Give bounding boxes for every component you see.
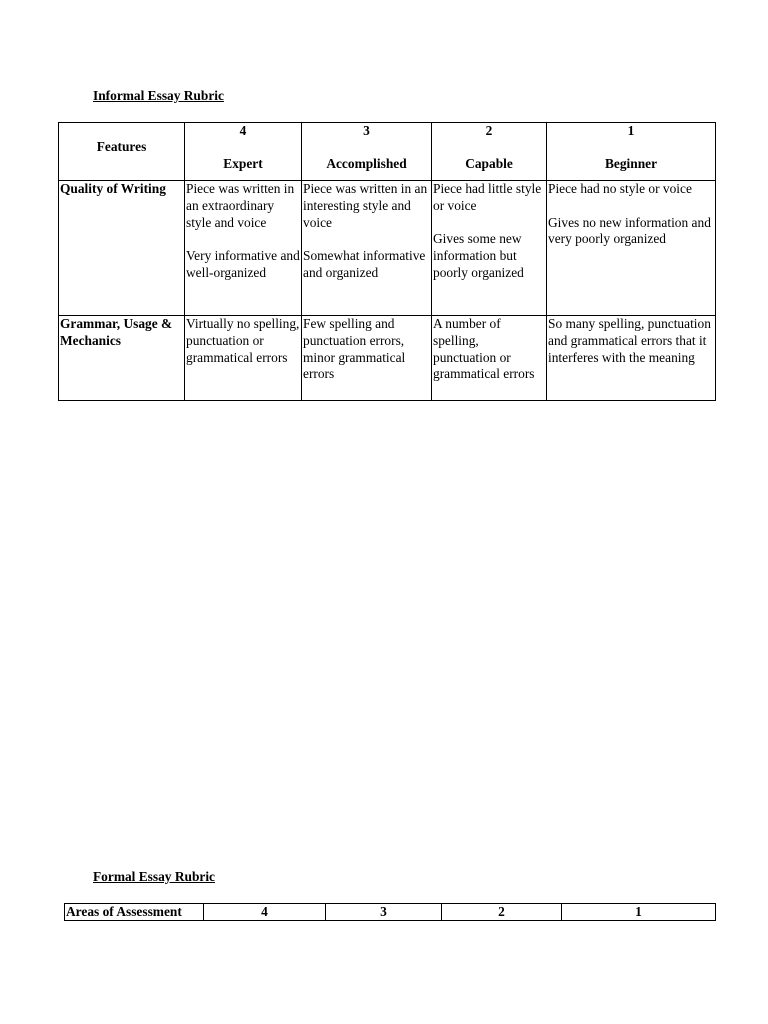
level-header-3: 3 — [326, 904, 442, 921]
header-row — [59, 123, 716, 181]
criteria-cell — [185, 316, 302, 401]
level-header-2: 2 — [442, 904, 562, 921]
formal-rubric-table — [64, 903, 716, 921]
criteria-text: Gives no new information and very poorly organized — [548, 214, 711, 247]
table-row-quality-of-writing — [59, 181, 716, 316]
criteria-text: Few spelling and punctuation errors, minor grammatical errors — [303, 316, 406, 382]
level-header-2 — [432, 123, 547, 181]
feature-label: Quality of Writing — [59, 181, 185, 316]
criteria-text: Piece was written in an extraordinary style and voice — [186, 181, 295, 230]
criteria-cell — [432, 316, 547, 401]
criteria-text: Somewhat informative and organized — [303, 248, 426, 280]
level-header-1: 1 — [562, 904, 716, 921]
criteria-text: Virtually no spelling, punctuation or grammatical errors — [186, 316, 300, 365]
criteria-text: Piece was written in an interesting style and voice — [303, 181, 428, 230]
criteria-cell — [185, 181, 302, 316]
informal-rubric-title: Informal Essay Rubric — [93, 88, 224, 103]
criteria-cell — [547, 181, 716, 316]
level-name: Expert — [223, 156, 263, 171]
formal-rubric-title: Formal Essay Rubric — [93, 869, 215, 884]
areas-of-assessment-header: Areas of Assessment — [65, 904, 204, 921]
level-number: 1 — [627, 123, 635, 138]
table-row-grammar-usage-mechanics — [59, 316, 716, 401]
informal-rubric-table — [58, 122, 716, 401]
level-header-4 — [185, 123, 302, 181]
level-header-3 — [302, 123, 432, 181]
criteria-cell — [302, 316, 432, 401]
level-header-1 — [547, 123, 716, 181]
features-header: Features — [59, 123, 185, 181]
criteria-cell — [302, 181, 432, 316]
criteria-text: Gives some new information but poorly organized — [433, 231, 524, 280]
criteria-text: Very informative and well-organized — [186, 248, 300, 280]
criteria-text: Piece had no style or voice — [548, 181, 692, 196]
criteria-text: A number of spelling, punctuation or grammatical errors — [433, 316, 535, 382]
level-name: Accomplished — [326, 156, 407, 171]
header-row — [65, 904, 716, 921]
level-number: 2 — [485, 123, 493, 138]
level-name: Beginner — [604, 156, 658, 171]
level-number: 3 — [363, 123, 370, 138]
criteria-text: So many spelling, punctuation and grammatical errors that it interferes with the meaning — [548, 316, 711, 365]
level-number: 4 — [239, 123, 247, 138]
level-name: Capable — [465, 156, 513, 171]
criteria-cell — [547, 316, 716, 401]
level-header-4: 4 — [204, 904, 326, 921]
criteria-text: Piece had little style or voice — [433, 181, 542, 213]
criteria-cell — [432, 181, 547, 316]
feature-label: Grammar, Usage & Mechanics — [59, 316, 185, 401]
